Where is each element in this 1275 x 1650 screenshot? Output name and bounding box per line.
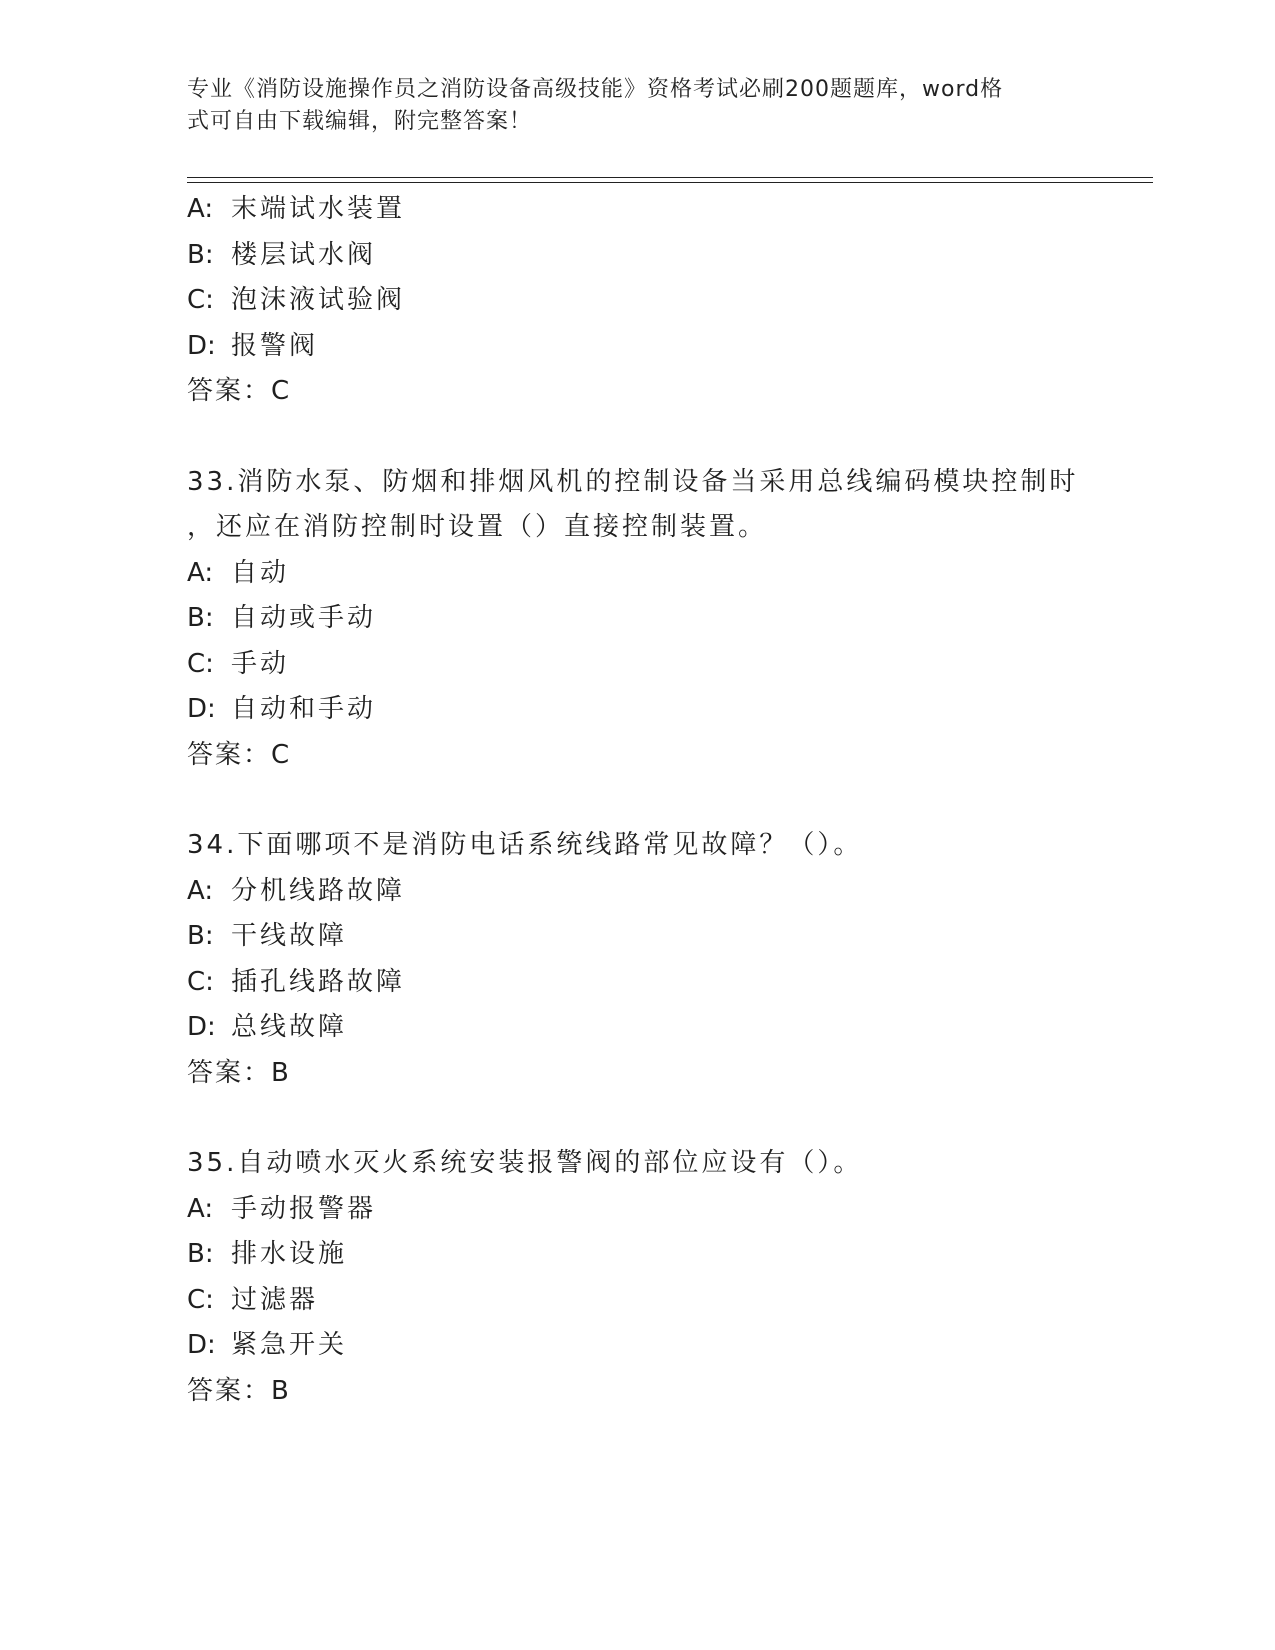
question-35 bbox=[187, 1141, 1087, 1414]
option-a bbox=[187, 869, 1087, 915]
option-letter: D: bbox=[187, 1012, 216, 1042]
question-stem-line-2: ，还应在消防控制时设置（）直接控制装置。 bbox=[187, 512, 768, 542]
spacer bbox=[187, 778, 1087, 823]
option-text: 报警阀 bbox=[231, 330, 319, 361]
answer-line: 答案：C bbox=[187, 739, 292, 770]
option-letter: D: bbox=[187, 330, 216, 361]
answer-line: 答案：C bbox=[187, 376, 292, 406]
option-a bbox=[187, 187, 1087, 233]
option-a bbox=[187, 1187, 1087, 1233]
option-letter: A: bbox=[187, 875, 214, 906]
option-text: 紧急开关 bbox=[231, 1330, 348, 1360]
option-letter: D: bbox=[187, 1330, 216, 1360]
option-letter: B: bbox=[187, 921, 214, 951]
option-b bbox=[187, 596, 1087, 642]
option-text: 自动和手动 bbox=[231, 694, 377, 724]
question-stem-line-1: 33.消防水泵、防烟和排烟风机的控制设备当采用总线编码模块控制时 bbox=[187, 466, 1079, 497]
answer-line: 答案：B bbox=[187, 1375, 291, 1406]
option-letter: D: bbox=[187, 694, 216, 724]
option-letter: B: bbox=[187, 1239, 214, 1269]
option-b bbox=[187, 914, 1087, 960]
option-d bbox=[187, 1005, 1087, 1051]
option-b bbox=[187, 233, 1087, 279]
spacer bbox=[187, 1096, 1087, 1141]
page-header bbox=[187, 74, 1067, 138]
question-33 bbox=[187, 460, 1087, 779]
option-text: 手动 bbox=[231, 648, 290, 679]
spacer bbox=[187, 415, 1087, 460]
option-text: 手动报警器 bbox=[231, 1193, 377, 1224]
option-text: 自动 bbox=[231, 557, 290, 588]
question-list bbox=[187, 187, 1087, 1414]
option-text: 自动或手动 bbox=[231, 603, 377, 633]
option-text: 分机线路故障 bbox=[231, 875, 406, 906]
option-text: 干线故障 bbox=[231, 921, 348, 951]
option-text: 总线故障 bbox=[231, 1012, 348, 1042]
question-fragment bbox=[187, 187, 1087, 415]
option-letter: C: bbox=[187, 285, 214, 315]
header-line-1: 专业《消防设施操作员之消防设备高级技能》资格考试必刷200题题库，word格 bbox=[187, 77, 1004, 102]
option-d bbox=[187, 687, 1087, 733]
option-text: 末端试水装置 bbox=[231, 194, 406, 224]
question-34 bbox=[187, 823, 1087, 1096]
option-text: 插孔线路故障 bbox=[231, 966, 406, 997]
option-text: 楼层试水阀 bbox=[231, 239, 377, 270]
header-divider-top bbox=[187, 177, 1153, 178]
option-letter: A: bbox=[187, 557, 214, 588]
option-b bbox=[187, 1232, 1087, 1278]
question-stem-line-1: 35.自动喷水灭火系统安装报警阀的部位应设有（）。 bbox=[187, 1148, 863, 1178]
header-divider-bottom bbox=[187, 182, 1153, 183]
option-letter: B: bbox=[187, 603, 214, 633]
option-text: 泡沫液试验阀 bbox=[231, 285, 406, 315]
option-letter: A: bbox=[187, 194, 214, 224]
option-letter: B: bbox=[187, 239, 214, 270]
option-a bbox=[187, 551, 1087, 597]
option-text: 过滤器 bbox=[231, 1284, 319, 1315]
option-c bbox=[187, 278, 1087, 324]
header-line-2: 式可自由下载编辑，附完整答案！ bbox=[187, 109, 533, 134]
option-text: 排水设施 bbox=[231, 1239, 348, 1269]
option-c bbox=[187, 1278, 1087, 1324]
option-c bbox=[187, 642, 1087, 688]
question-stem-line-1: 34.下面哪项不是消防电话系统线路常见故障？（）。 bbox=[187, 830, 863, 860]
option-letter: C: bbox=[187, 966, 214, 997]
option-c bbox=[187, 960, 1087, 1006]
option-letter: A: bbox=[187, 1193, 214, 1224]
answer-line: 答案：B bbox=[187, 1057, 291, 1088]
option-d bbox=[187, 324, 1087, 370]
option-d bbox=[187, 1323, 1087, 1369]
option-letter: C: bbox=[187, 1284, 214, 1315]
option-letter: C: bbox=[187, 648, 214, 679]
